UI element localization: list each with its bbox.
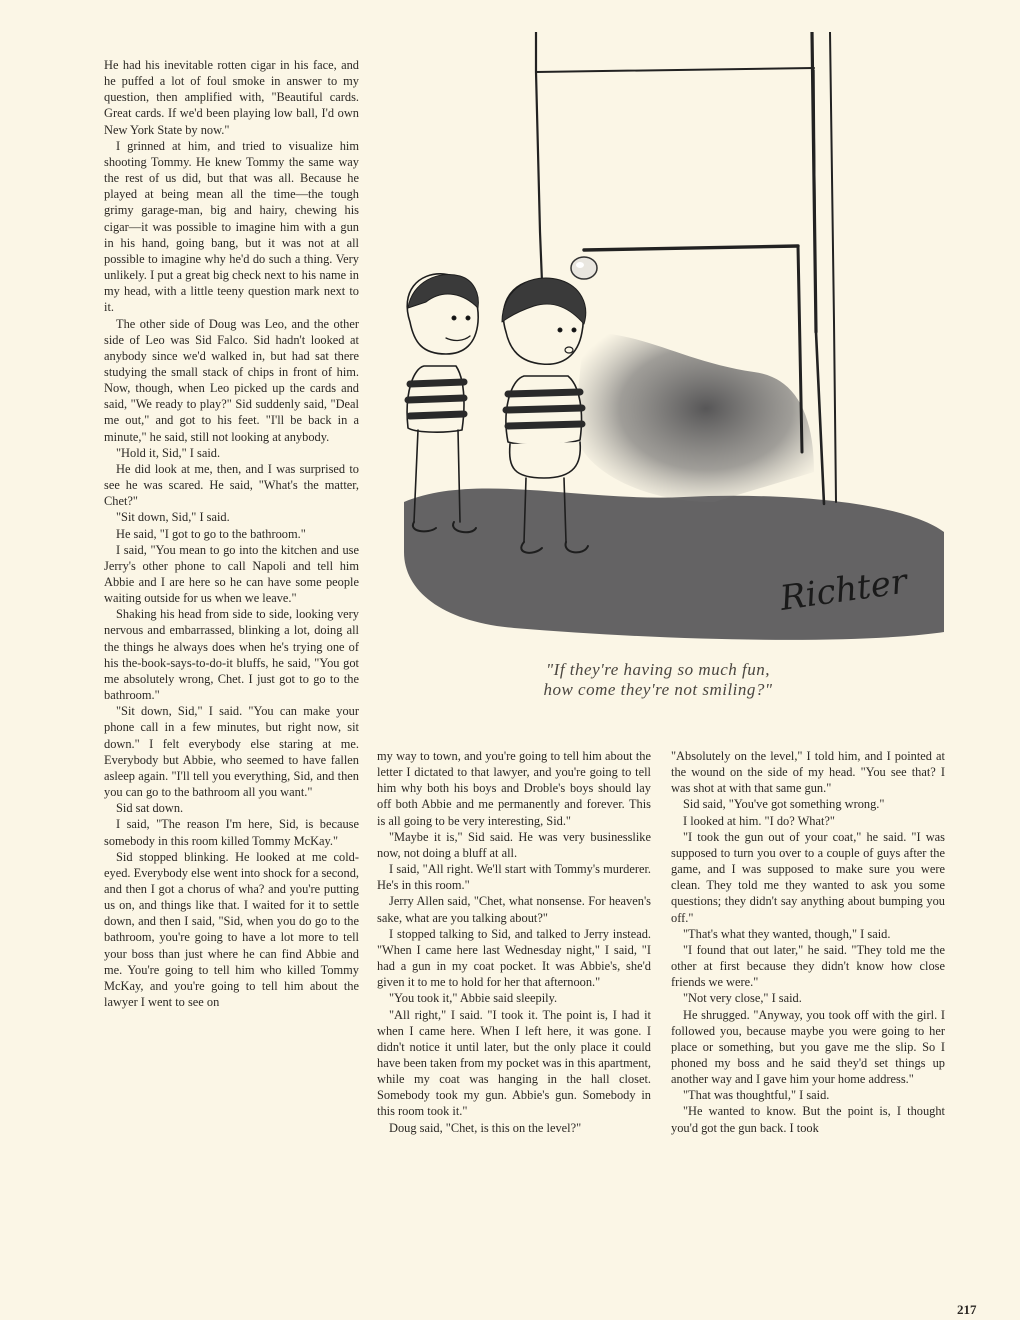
paragraph: He did look at me, then, and I was surprised to see he was scared. He said, "What's the matter, Chet?" xyxy=(104,461,359,509)
paragraph: I grinned at him, and tried to visualize him shooting Tommy. He knew Tommy the same way the rest of us did, but that was all. Because he played at being mean all the time—the tough grimy garage-man, big and hairy, chewing his cigar—it was possible to imagine him with a gun in his hand, going bang, but it was not at all possible to imagine why he'd do such a thing. Very unlikely. I put a great big check next to his name in my head, with a little teeny question mark next to it. xyxy=(104,138,359,315)
paragraph: I said, "The reason I'm here, Sid, is because somebody in this room killed Tommy McKay." xyxy=(104,817,359,848)
paragraph: "I found that out later," he said. "They told me the other at first because they didn't know how close friends we were." xyxy=(671,942,945,990)
paragraph: "That's what they wanted, though," I said. xyxy=(683,926,891,941)
paragraph: my way to town, and you're going to tell him about the letter I dictated to that lawyer, and you're going to tell him why both his boys and Droble's boys should lay off both Abbie and me permanently and forever. This is all going to be very interesting, Sid." xyxy=(377,749,651,828)
paragraph: The other side of Doug was Leo, and the other side of Leo was Sid Falco. Sid hadn't looked at anybody since we'd walked in, but had sat there studying the small stack of chips in front of him. Now, though, when Leo picked up the cards and said, "We ready to play?" Sid suddenly said, "Deal me out," and got to his feet. "I'll be back in a minute," he said, still not looking at anybody. xyxy=(104,316,359,444)
paragraph: Sid sat down. xyxy=(116,801,184,816)
paragraph: "He wanted to know. But the point is, I thought you'd got the gun back. I took xyxy=(671,1104,945,1135)
caption-line-2: how come they're not smiling?" xyxy=(543,680,773,699)
paragraph: "I took the gun out of your coat," he said. "I was supposed to turn you over to a couple of guys after the game, and I was supposed to make sure you were clean. They told me they wanted to ask you some questions; they didn't say anything about bumping you off." xyxy=(671,829,945,925)
paragraph: "That was thoughtful," I said. xyxy=(683,1088,830,1103)
cartoon-illustration xyxy=(384,32,954,648)
paragraph: "All right," I said. "I took it. The point is, I had it when I came here. When I left here, it was gone. I didn't notice it until later, but the only place it could have been taken from my pocket was in this apartment, while my coat was hanging in the hall closet. Somebody took my gun. Abbie's gun. Somebody in this room took it." xyxy=(377,1007,651,1119)
paragraph: He shrugged. "Anyway, you took off with the girl. I followed you, because maybe you were going to her place or something, but you gave me the slip. So I phoned my boss and he said they'd set things up another way and I gave him your home address." xyxy=(671,1007,945,1087)
paragraph: Sid stopped blinking. He looked at me cold-eyed. Everybody else went into shock for a second, and then I got a chorus of wha? and you're putting us on, and things like that. I waited for it to settle down, and then I said, "Sid, when you do go to the bathroom, you're going to have a lot more to tell your boss than just where he can find Abbie and me. You're going to tell him who killed Tommy McKay, and you're going to tell him about the lawyer I went to see on xyxy=(104,849,359,1010)
text-column-right xyxy=(671,748,945,1136)
paragraph: "Maybe it is," Sid said. He was very businesslike now, not doing a bluff at all. xyxy=(377,829,651,860)
paragraph: "Not very close," I said. xyxy=(683,991,802,1006)
text-column-middle xyxy=(377,748,651,1136)
paragraph: "You took it," Abbie said sleepily. xyxy=(389,991,558,1006)
paragraph: I said, "You mean to go into the kitchen and use Jerry's other phone to call Napoli and tell him Abbie and I are here so he can have some people waiting outside for us when we leave." xyxy=(104,542,359,606)
paragraph: I looked at him. "I do? What?" xyxy=(683,813,835,828)
paragraph: I stopped talking to Sid, and talked to Jerry instead. "When I came here last Wednesday night," I said, "I had a gun in my coat pocket. It was Abbie's, she'd given it to me to hold for her that afternoon." xyxy=(377,926,651,990)
paragraph: Shaking his head from side to side, looking very nervous and embarrassed, blinking a lot, doing all the things he always does when he's trying one of his the-book-says-to-do-it bluffs, he said, "You got me absolutely wrong, Chet. I just got to go to the bathroom." xyxy=(104,607,359,703)
paragraph: "Sit down, Sid," I said. xyxy=(116,510,230,525)
paragraph: I said, "All right. We'll start with Tommy's murderer. He's in this room." xyxy=(377,862,651,893)
cartoon-caption xyxy=(468,660,848,700)
paragraph: Sid said, "You've got something wrong." xyxy=(683,797,885,812)
text-column-left xyxy=(104,57,359,1010)
paragraph: Doug said, "Chet, is this on the level?" xyxy=(389,1120,582,1135)
paragraph: "Sit down, Sid," I said. "You can make your phone call in a few minutes, but right now, sit down." I felt everybody else staring at me. Everybody but Abbie, who seemed to have fallen asleep again. "I'll tell you everything, Sid, and then you can go to the bathroom all you want." xyxy=(104,704,359,800)
caption-line-1: "If they're having so much fun, xyxy=(546,660,770,679)
paragraph: "Hold it, Sid," I said. xyxy=(116,445,221,460)
paragraph: He said, "I got to go to the bathroom." xyxy=(116,526,306,541)
paragraph: Jerry Allen said, "Chet, what nonsense. For heaven's sake, what are you talking about?" xyxy=(377,894,651,925)
page-number: 217 xyxy=(957,1302,977,1317)
paragraph: "Absolutely on the level," I told him, and I pointed at the wound on the side of my head. "You see that? I was shot at with that same gun." xyxy=(671,749,945,796)
artist-signature: Richter xyxy=(777,561,910,619)
door-knob xyxy=(571,257,597,279)
paragraph: He had his inevitable rotten cigar in his face, and he puffed a lot of foul smoke in answer to my question, then amplified with, "Beautiful cards. Great cards. If we'd been playing low ball, I'd own New York State by now." xyxy=(104,58,359,137)
